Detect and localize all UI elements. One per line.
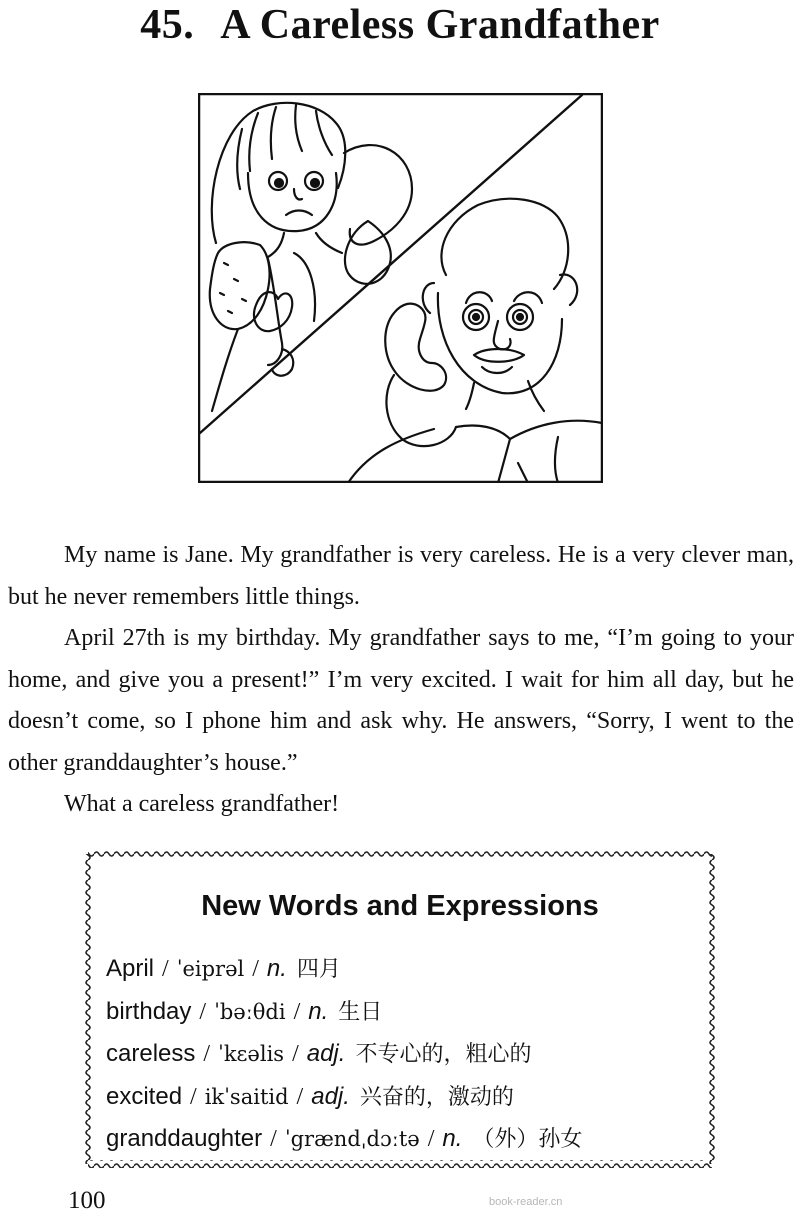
vocabulary-item: excited / ikˈsaitid / adj. 兴奋的，激动的	[106, 1082, 514, 1110]
vocabulary-phonetic: ˈbəːθdi	[214, 999, 286, 1024]
vocabulary-phonetic: ˈeiprəl	[176, 957, 245, 981]
vocabulary-item: April / ˈeiprəl / n. 四月	[106, 955, 341, 982]
vocabulary-word: birthday	[106, 997, 192, 1025]
girl-drawing	[210, 103, 412, 411]
vocabulary-meaning: 四月	[296, 957, 341, 982]
story-text	[8, 535, 794, 826]
vocabulary-part-of-speech: adj.	[311, 1082, 350, 1110]
vocabulary-part-of-speech: n.	[308, 997, 329, 1025]
lesson-illustration	[198, 93, 603, 483]
vocabulary-phonetic: ˈgrændˌdɔːtə	[284, 1127, 420, 1151]
vocabulary-item: birthday / ˈbəːθdi / n. 生日	[106, 997, 383, 1025]
vocabulary-meaning: 生日	[338, 999, 383, 1025]
vocabulary-meaning: 不专心的，粗心的	[355, 1042, 532, 1067]
vocabulary-word: excited	[106, 1082, 183, 1110]
vocabulary-phonetic: ˈkεəlis	[218, 1042, 285, 1066]
lesson-title-text: A Careless Grandfather	[220, 2, 660, 48]
vocabulary-word: granddaughter	[106, 1125, 263, 1152]
vocabulary-meaning: 兴奋的，激动的	[359, 1084, 514, 1110]
vocabulary-item: granddaughter / ˈgrændˌdɔːtə / n. （外）孙女	[106, 1125, 583, 1152]
vocabulary-meaning: （外）孙女	[472, 1127, 583, 1152]
illustration-frame	[199, 94, 602, 482]
vocabulary-part-of-speech: n.	[442, 1125, 463, 1152]
story-paragraph: What a careless grandfather!	[64, 791, 340, 817]
vocabulary-word: careless	[106, 1040, 196, 1067]
story-paragraph: April 27th is my birthday. My grandfather says to me, “I’m going to your home, and give you a present!” I’m very excited. I wait for him all day, but he doesn’t come, so I phone him and ask why. He answers, “Sorry, I went to the other granddaughter’s house.”	[8, 625, 794, 776]
vocabulary-heading: New Words and Expressions	[201, 890, 599, 922]
vocabulary-part-of-speech: n.	[266, 955, 287, 982]
vocabulary-item: careless / ˈkεəlis / adj. 不专心的，粗心的	[106, 1040, 532, 1067]
vocabulary-word: April	[106, 955, 155, 982]
lesson-title	[0, 2, 800, 48]
vocabulary-phonetic: ikˈsaitid	[204, 1084, 289, 1109]
story-paragraph: My name is Jane. My grandfather is very careless. He is a very clever man, but he never remembers little things.	[8, 542, 794, 610]
lesson-number: 45.	[140, 2, 195, 48]
watermark: book-reader.cn	[489, 1196, 563, 1208]
vocabulary-part-of-speech: adj.	[306, 1040, 346, 1067]
vocabulary-list	[106, 948, 706, 1161]
page-number: 100	[68, 1187, 106, 1214]
